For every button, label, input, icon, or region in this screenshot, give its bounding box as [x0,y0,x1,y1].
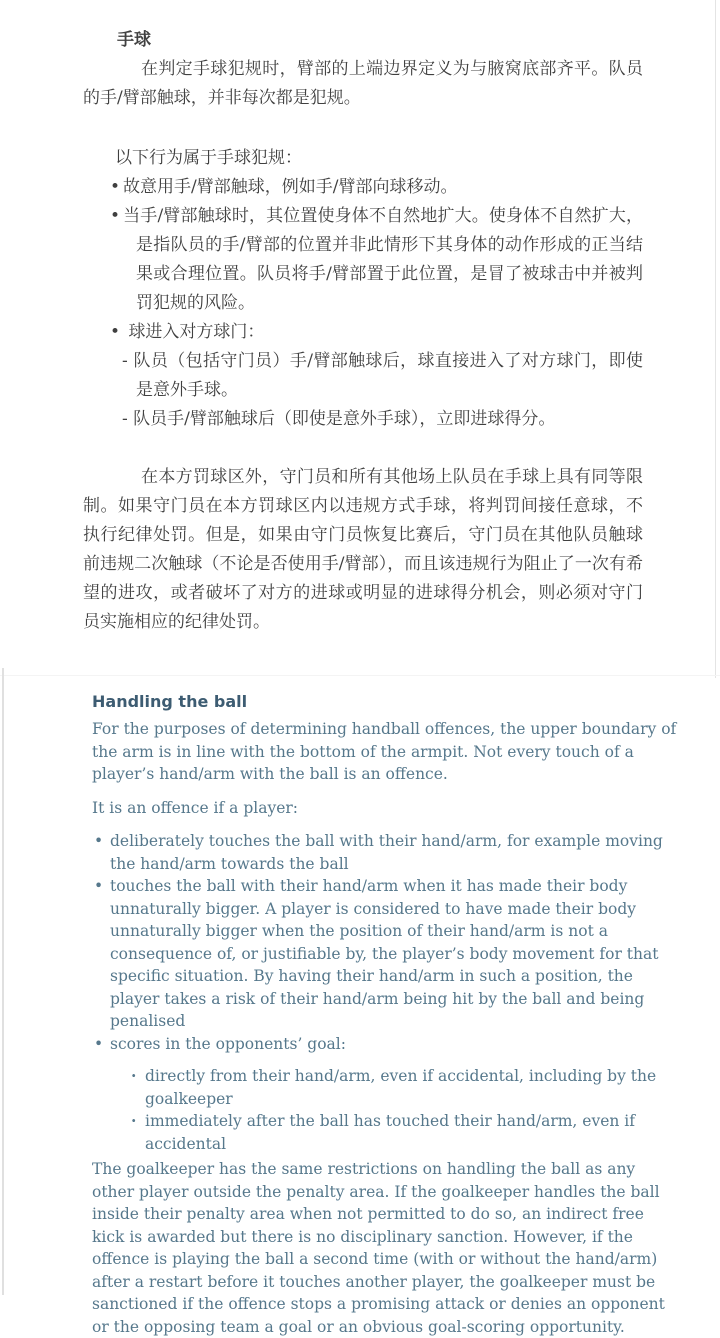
chinese-rules-section [0,0,720,637]
chinese-offence-list [83,173,643,434]
english-paragraph-goalkeeper: The goalkeeper has the same restrictions on handling the ball as any other player outside the penalty area. If the goalkeeper handles the ball inside their penalty area when not permitted to do so, an indirect free kick is awarded but there is no disciplinary sanction. However, if the offence is playing the ball a second time (with or without the hand/arm) after a restart before it touches another player, the goalkeeper must be sanctioned if the offence stops a promising attack or denies an opponent or the opposing team a goal or an obvious goal-scoring opportunity. [92,1160,665,1336]
chinese-list-intro: 以下行为属于手球犯规： [115,148,302,168]
list-item [92,1033,680,1156]
english-scoring-sublist [110,1065,680,1155]
english-paragraph-definition: For the purposes of determining handball offences, the upper boundary of the arm is in line with the bottom of the armpit. Not every touch of a player’s hand/arm with the ball is an offence. [92,720,677,783]
chinese-paragraph-definition: 在判定手球犯规时，臂部的上端边界定义为与腋窝底部齐平。队员的手/臂部触球，并非每次都是犯规。 [83,59,643,108]
list-item [83,202,643,318]
sub-list-item-text: immediately after the ball has touched their hand/arm, even if accidental [145,1112,635,1153]
page-edge-line-top-right [715,0,716,678]
list-item-text: 故意用手/臂部触球，例如手/臂部向球移动。 [123,177,458,197]
list-item [83,173,643,202]
sub-list-item: - 队员手/臂部触球后（即使是意外手球），立即进球得分。 [122,409,556,429]
english-offence-list [92,830,680,1155]
list-item-text: scores in the opponents’ goal: [110,1034,346,1053]
english-rules-section [0,691,720,1338]
chinese-paragraph-goalkeeper: 在本方罚球区外，守门员和所有其他场上队员在手球上具有同等限制。如果守门员在本方罚球区内以违规方式手球，将判罚间接任意球，不执行纪律处罚。但是，如果由守门员恢复比赛后，守门员在其他队员触球前违规二次触球（不论是否使用手/臂部），而且该违规行为阻止了一次有希望的进攻，或者破坏了对方的进球或明显的进球得分机会，则必须对守门员实施相应的纪律处罚。 [83,467,643,632]
page-edge-line-bottom-left [2,668,4,1295]
list-item-text: 当手/臂部触球时，其位置使身体不自然地扩大。使身体不自然扩大，是指队员的手/臂部的位置并非此情形下其身体的动作形成的正当结果或合理位置。队员将手/臂部置于此位置，是冒了被球击中并被判罚犯规的风险。 [123,206,643,313]
sub-list-item-text: directly from their hand/arm, even if accidental, including by the goalkeeper [145,1067,657,1108]
english-list-intro: It is an offence if a player: [92,798,299,817]
chinese-section-heading: 手球 [117,30,151,50]
list-item-text: 球进入对方球门： [128,322,265,342]
list-item-text: touches the ball with their hand/arm when it has made their body unnaturally bigger. A player is considered to have made their body unnaturally bigger when the position of their hand/arm is not a consequence of, or justifiable by, the player’s body movement for that specific situation. By having their hand/arm in such a position, the player takes a risk of their hand/arm being hit by the ball and being penalised [110,877,659,1030]
list-item [92,875,680,1033]
sub-list-item [131,1065,680,1110]
list-item-text: deliberately touches the ball with their hand/arm, for example moving the hand/arm towards the ball [110,832,663,873]
list-item [83,318,643,434]
list-item [92,830,680,875]
english-section-heading: Handling the ball [92,692,248,711]
sub-list-item: - 队员（包括守门员）手/臂部触球后，球直接进入了对方球门，即使是意外手球。 [122,351,643,400]
sub-list-item [131,1110,680,1155]
section-seam-line [0,675,720,676]
